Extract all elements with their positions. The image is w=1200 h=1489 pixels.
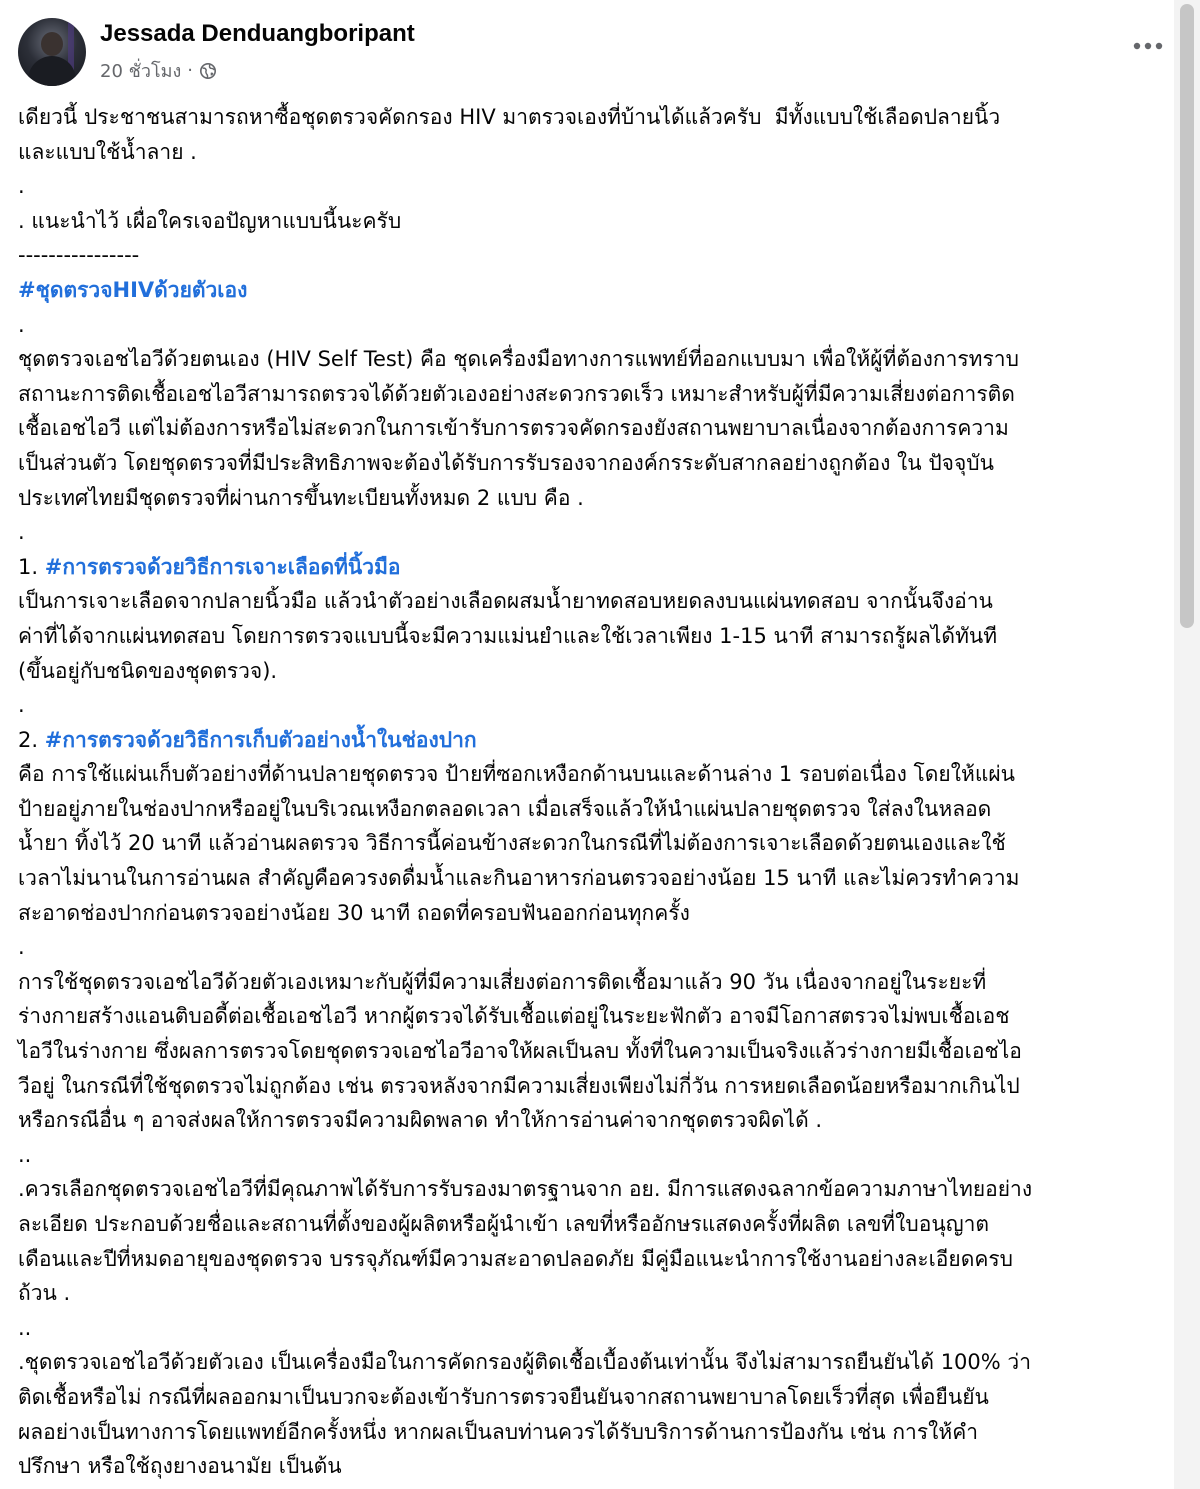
vertical-scrollbar[interactable] — [1174, 0, 1200, 1489]
text-line: . แนะนำไว้ เผื่อใครเจอปัญหาแบบนี้นะครับ — [18, 208, 402, 233]
text-line: . — [18, 174, 25, 199]
avatar-head — [41, 32, 63, 56]
text-line: ร่างกายสร้างแอนติบอดี้ต่อเชื้อเอชไอวี หากผู้ตรวจได้รับเชื้อแต่อยู่ในระยะฟักตัว อาจมีโอกาสตรวจไม่พบเชื้อเอช — [18, 1004, 1010, 1029]
text-line: (ขึ้นอยู่กับชนิดของชุดตรวจ). — [18, 658, 278, 683]
author-name[interactable]: Jessada Denduangboripant — [100, 20, 415, 47]
post-meta — [100, 56, 217, 85]
divider-text: ---------------- — [18, 243, 140, 268]
more-options-button[interactable] — [1128, 34, 1168, 58]
text-line: เป็นส่วนตัว โดยชุดตรวจที่มีประสิทธิภาพจะต้องได้รับการรับรองจากองค์กรระดับสากลอย่างถูกต้อง ใน ปัจจุบัน — [18, 450, 994, 475]
text-line: .. — [18, 1315, 32, 1340]
text-line: สถานะการติดเชื้อเอชไอวีสามารถตรวจได้ด้วยตัวเองอย่างสะดวกรวดเร็ว เหมาะสำหรับผู้ที่มีความเสี่ยงต่อการติด — [18, 381, 1015, 406]
text-line: สะอาดช่องปากก่อนตรวจอย่างน้อย 30 นาที ถอดที่ครอบฟันออกก่อนทุกครั้ง — [18, 900, 690, 925]
text-line: ชุดตรวจเอชไอวีด้วยตนเอง (HIV Self Test) คือ ชุดเครื่องมือทางการแพทย์ที่ออกแบบมา เพื่อให้ผู้ที่ต้องการทราบ — [18, 347, 1019, 372]
more-horizontal-icon — [1133, 42, 1163, 50]
scrollbar-thumb[interactable] — [1180, 4, 1194, 628]
meta-separator: · — [187, 60, 194, 81]
post-header — [18, 16, 1168, 88]
text-line: เป็นการเจาะเลือดจากปลายนิ้วมือ แล้วนำตัวอย่างเลือดผสมน้ำยาทดสอบหยดลงบนแผ่นทดสอบ จากนั้นจึงอ่าน — [18, 589, 993, 614]
text-line: เวลาไม่นานในการอ่านผล สำคัญคือควรงดดื่มน้ำและกินอาหารก่อนตรวจอย่างน้อย 15 นาที และไม่ควรทำความ — [18, 866, 1020, 891]
text-line: . — [18, 693, 25, 718]
text-line: .ชุดตรวจเอชไอวีด้วยตัวเอง เป็นเครื่องมือในการคัดกรองผู้ติดเชื้อเบื้องต้นเท่านั้น จึงไม่สามารถยืนยันได้ 100% ว่า — [18, 1350, 1031, 1375]
text-line: .ควรเลือกชุดตรวจเอชไอวีที่มีคุณภาพได้รับการรับรองมาตรฐานจาก อย. มีการแสดงฉลากข้อความภาษาไทยอย่าง — [18, 1177, 1033, 1202]
text-line: . — [18, 935, 25, 960]
text-line: ละเอียด ประกอบด้วยชื่อและสถานที่ตั้งของผู้ผลิตหรือผู้นำเข้า เลขที่หรืออักษรแสดงครั้งที่ผลิต เลขที่ใบอนุญาต — [18, 1212, 990, 1236]
post-timestamp[interactable]: 20 ชั่วโมง — [100, 61, 182, 82]
text-line: น้ำยา ทิ้งไว้ 20 นาที แล้วอ่านผลตรวจ วิธีการนี้ค่อนข้างสะดวกในกรณีที่ไม่ต้องการเจาะเลือดด้วยตนเองและใช้ — [18, 831, 1006, 856]
hashtag-line — [18, 273, 1168, 308]
text-line: การใช้ชุดตรวจเอชไอวีด้วยตัวเองเหมาะกับผู้ที่มีความเสี่ยงต่อการติดเชื้อมาแล้ว 90 วัน เนื่องจากอยู่ในระยะที่ — [18, 969, 987, 994]
text-line: ถ้วน . — [18, 1281, 71, 1306]
hashtag-link[interactable]: #การตรวจด้วยวิธีการเจาะเลือดที่นิ้วมือ — [44, 554, 401, 579]
text-line: คือ การใช้แผ่นเก็บตัวอย่างที่ด้านปลายชุดตรวจ ป้ายที่ซอกเหงือกด้านบนและด้านล่าง 1 รอบต่อเนื่อง โดยให้แผ่น — [18, 762, 1016, 787]
post-body — [18, 100, 1168, 1484]
text-line: .. — [18, 1142, 32, 1167]
text-line: หรือกรณีอื่น ๆ อาจส่งผลให้การตรวจมีความผิดพลาด ทำให้การอ่านค่าจากชุดตรวจผิดได้ . — [18, 1108, 823, 1133]
text-line: เดียวนี้ ประชาชนสามารถหาซื้อชุดตรวจคัดกรอง HIV มาตรวจเองที่บ้านได้แล้วครับ มีทั้งแบบใช้เลือดปลายนิ้ว — [18, 105, 1001, 129]
text-line: วีอยู่ ในกรณีที่ใช้ชุดตรวจไม่ถูกต้อง เช่น ตรวจหลังจากมีความเสี่ยงเพียงไม่กี่วัน การหยดเลือดน้อยหรือมากเกินไป — [18, 1073, 1020, 1098]
text-line: เชื้อเอชไอวี แต่ไม่ต้องการหรือไม่สะดวกในการเข้ารับการตรวจคัดกรองยังสถานพยาบาลเนื่องจากต้องการความ — [18, 416, 1009, 441]
text-line: ปรึกษา หรือใช้ถุงยางอนามัย เป็นต้น — [18, 1454, 342, 1479]
text-line: . — [18, 520, 25, 545]
numbered-heading — [18, 723, 1168, 758]
text-line: ประเทศไทยมีชุดตรวจที่ผ่านการขึ้นทะเบียนทั้งหมด 2 แบบ คือ . — [18, 485, 584, 510]
author-avatar[interactable] — [18, 18, 86, 86]
item-number: 2. — [18, 727, 45, 752]
text-line: . — [18, 312, 25, 337]
globe-icon[interactable] — [199, 62, 217, 80]
hashtag-link[interactable]: #การตรวจด้วยวิธีการเก็บตัวอย่างน้ำในช่องปาก — [44, 727, 477, 752]
text-line: ไอวีในร่างกาย ซึ่งผลการตรวจโดยชุดตรวจเอชไอวีอาจให้ผลเป็นลบ ทั้งที่ในความเป็นจริงแล้วร่างกายมีเชื้อเอชไอ — [18, 1039, 1022, 1064]
numbered-heading — [18, 550, 1168, 585]
text-line: ค่าที่ได้จากแผ่นทดสอบ โดยการตรวจแบบนี้จะมีความแม่นยำและใช้เวลาเพียง 1-15 นาที สามารถรู้ผลได้ทันที — [18, 623, 998, 648]
item-number: 1. — [18, 554, 45, 579]
hashtag-link[interactable]: #ชุดตรวจHIVด้วยตัวเอง — [18, 277, 248, 302]
text-line: และแบบใช้น้ำลาย . — [18, 139, 197, 164]
text-line: ติดเชื้อหรือไม่ กรณีที่ผลออกมาเป็นบวกจะต้องเข้ารับการตรวจยืนยันจากสถานพยาบาลโดยเร็วที่สุด เพื่อยืนยัน — [18, 1384, 989, 1409]
text-line: ป้ายอยู่ภายในช่องปากหรืออยู่ในบริเวณเหงือกตลอดเวลา เมื่อเสร็จแล้วให้นำแผ่นปลายชุดตรวจ ใส่ลงในหลอด — [18, 796, 992, 821]
text-line: เดือนและปีที่หมดอายุของชุดตรวจ บรรจุภัณฑ์มีความสะอาดปลอดภัย มีคู่มือแนะนำการใช้งานอย่างละเอียดครบ — [18, 1246, 1014, 1271]
text-line: ผลอย่างเป็นทางการโดยแพทย์อีกครั้งหนึ่ง หากผลเป็นลบท่านควรได้รับบริการด้านการป้องกัน เช่น การให้คำ — [18, 1419, 979, 1444]
